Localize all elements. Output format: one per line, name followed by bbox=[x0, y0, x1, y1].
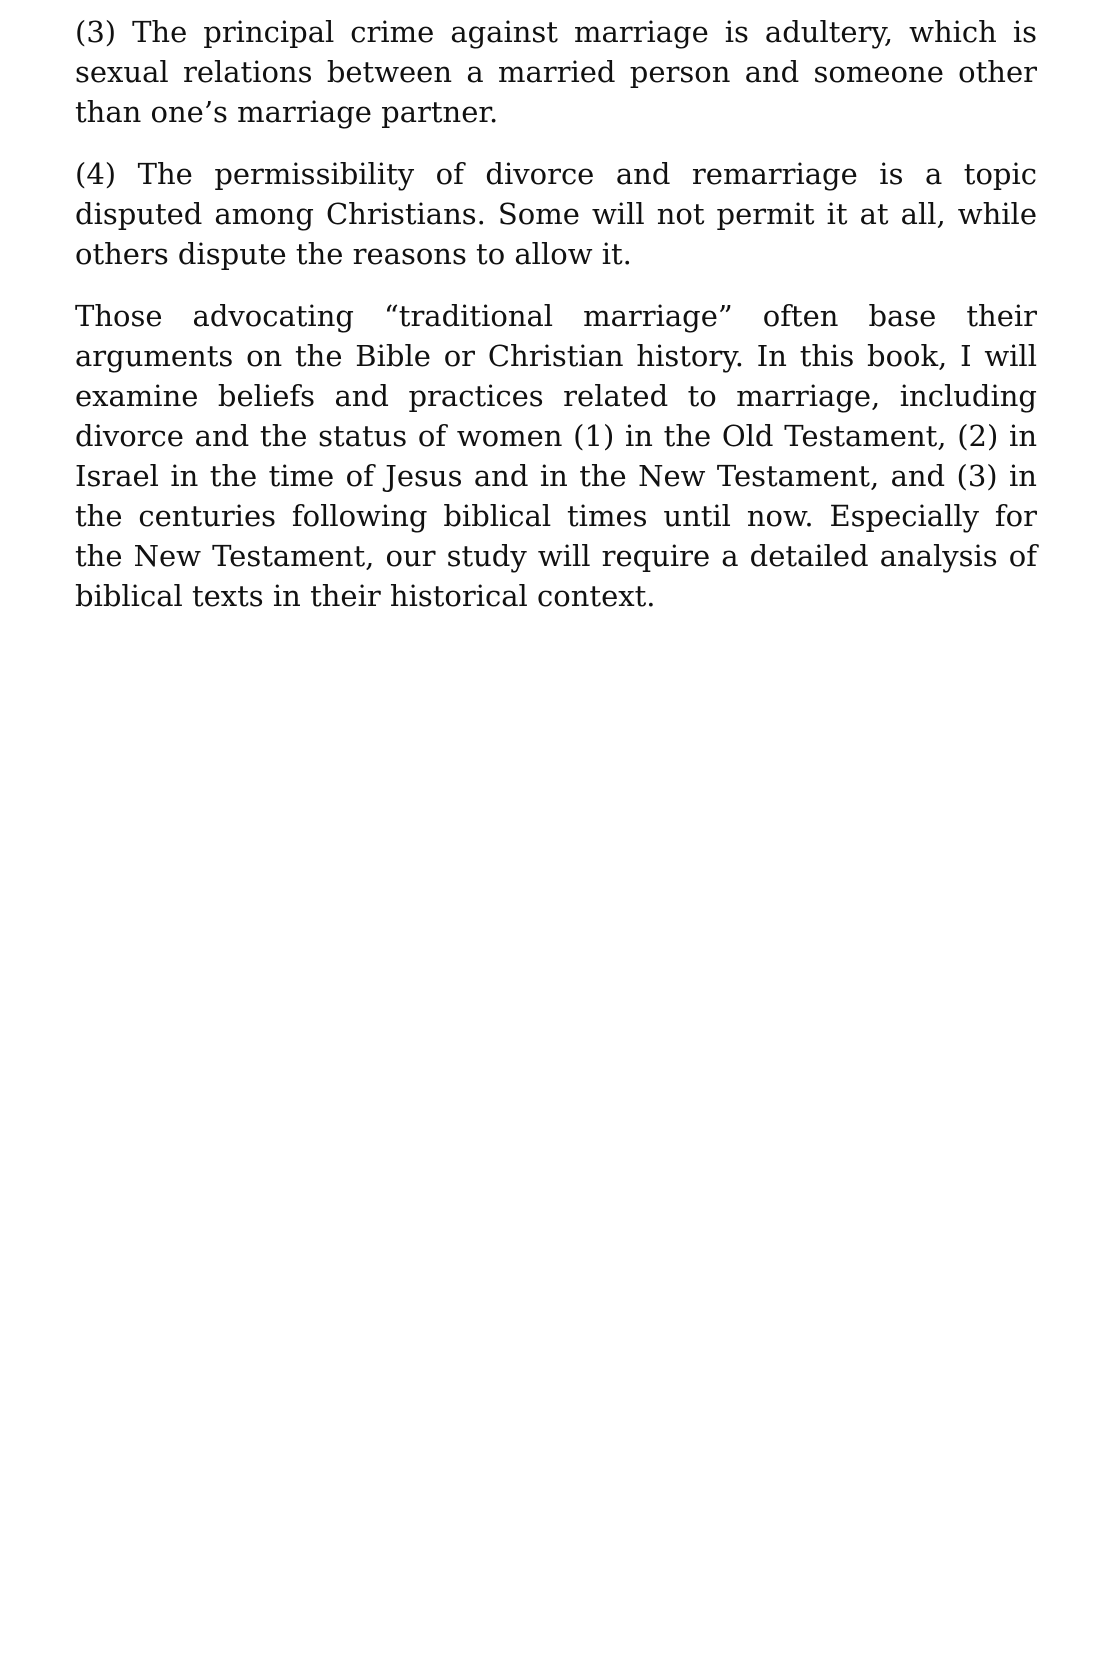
paragraph-adultery: (3) The principal crime against marriage is adultery, which is sexual relations between a married person and someone other than one’s marriage partner. bbox=[75, 15, 1037, 129]
paragraph-traditional-marriage: Those advocating “traditional marriage” often base their arguments on the Bible or Christian history. In this book, I will examine beliefs and practices related to marriage, including divorce and the status of women (1) in the Old Testament, (2) in Israel in the time of Jesus and in the New Testament, and (3) in the centuries following biblical times until now. Especially for the New Testament, our study will require a detailed analysis of biblical texts in their historical context. bbox=[75, 299, 1037, 613]
document-page bbox=[75, 12, 1037, 638]
paragraph-divorce-remarriage: (4) The permissibility of divorce and remarriage is a topic disputed among Christians. Some will not permit it at all, while others dispute the reasons to allow it. bbox=[75, 157, 1037, 271]
